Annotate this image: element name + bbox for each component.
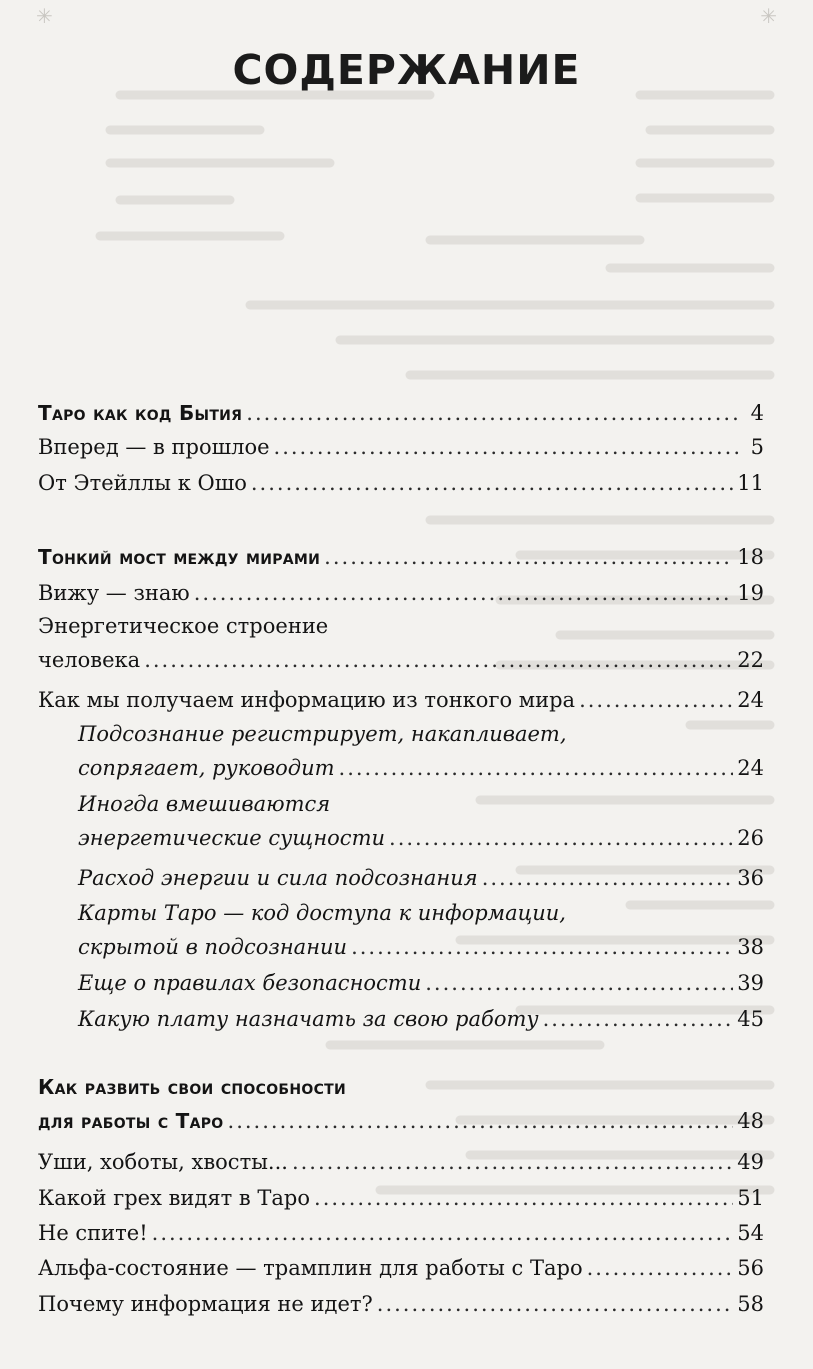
- toc-entry-title-line: Подсознание регистрирует, накапливает,: [78, 722, 567, 746]
- toc-entry-title: скрытой в подсознании: [78, 935, 348, 959]
- toc-entry-title: Не спите!: [38, 1221, 148, 1245]
- toc-subentry[interactable]: [78, 861, 764, 895]
- toc-entry-title: Почему информация не идет?: [38, 1292, 373, 1316]
- toc-page-number: 58: [737, 1292, 764, 1316]
- toc-chapter-title: Тонкий мост между мирами: [38, 545, 321, 569]
- toc-entry-title-line: Карты Таро — код доступа к информации,: [78, 901, 566, 925]
- toc-entry[interactable]: [38, 430, 764, 464]
- page-title: СОДЕРЖАНИЕ: [232, 46, 581, 94]
- toc-entry[interactable]: [38, 1287, 764, 1321]
- corner-ornament-right-icon: ✳: [760, 4, 777, 28]
- toc-entry[interactable]: [38, 683, 764, 717]
- toc-entry[interactable]: [38, 1251, 764, 1285]
- toc-entry-title-line: Иногда вмешиваются: [78, 792, 331, 816]
- toc-entry-title: Вперед — в прошлое: [38, 435, 270, 459]
- toc-subentry[interactable]: [78, 966, 764, 1000]
- toc-page-number: 45: [737, 1007, 764, 1031]
- toc-chapter-2[interactable]: [38, 540, 764, 574]
- toc-entry-title: человека: [38, 648, 141, 672]
- dot-leader: [324, 540, 733, 574]
- toc-chapter-title: Таро как код Бытия: [38, 401, 243, 425]
- toc-page-number: 38: [737, 935, 764, 959]
- dot-leader: [377, 1287, 734, 1321]
- toc-entry[interactable]: [38, 1181, 764, 1215]
- toc-entry[interactable]: [38, 1216, 764, 1250]
- toc-subentry[interactable]: [78, 717, 764, 785]
- dot-leader: [579, 683, 733, 717]
- toc-page-number: 51: [737, 1186, 764, 1210]
- toc-page-number: 49: [737, 1150, 764, 1174]
- dot-leader: [351, 930, 733, 964]
- toc-subentry[interactable]: [78, 1002, 764, 1036]
- toc-entry-title: От Этейллы к Ошо: [38, 471, 247, 495]
- toc-page-number: 39: [737, 971, 764, 995]
- toc-page-number: 24: [737, 756, 764, 780]
- toc-page-number: 54: [737, 1221, 764, 1245]
- toc-chapter-title-line: Как развить свои способности: [38, 1075, 347, 1099]
- toc-subentry[interactable]: [78, 896, 764, 964]
- toc-page-number: 19: [737, 581, 764, 605]
- toc-page-number: 24: [737, 688, 764, 712]
- toc-page-number: 5: [750, 435, 764, 459]
- toc-entry-title: Какой грех видят в Таро: [38, 1186, 311, 1210]
- toc-entry-title: энергетические сущности: [78, 826, 386, 850]
- toc-chapter-3[interactable]: [38, 1070, 764, 1138]
- toc-entry-title: Альфа-состояние — трамплин для работы с Таро: [38, 1256, 583, 1280]
- toc-page-number: 56: [737, 1256, 764, 1280]
- toc-entry-title: Какую плату назначать за свою работу: [78, 1007, 539, 1031]
- toc-entry-title: сопрягает, руководит: [78, 756, 335, 780]
- toc-page-number: 18: [737, 545, 764, 569]
- dot-leader: [292, 1145, 733, 1179]
- toc-entry-title: Уши, хоботы, хвосты...: [38, 1150, 288, 1174]
- toc-page-number: 22: [737, 648, 764, 672]
- toc-entry[interactable]: [38, 1145, 764, 1179]
- toc-entry-title: Расход энергии и сила подсознания: [78, 866, 478, 890]
- dot-leader: [425, 966, 733, 1000]
- toc-chapter-title: для работы с Таро: [38, 1109, 224, 1133]
- dot-leader: [246, 396, 740, 430]
- toc-entry-title: Как мы получаем информацию из тонкого мира: [38, 688, 576, 712]
- dot-leader: [228, 1104, 734, 1138]
- dot-leader: [482, 861, 734, 895]
- toc-entry-title: Вижу — знаю: [38, 581, 190, 605]
- toc-entry[interactable]: [38, 466, 764, 500]
- toc-page-number: 48: [737, 1109, 764, 1133]
- toc-page-number: 26: [737, 826, 764, 850]
- toc-subentry[interactable]: [78, 787, 764, 855]
- toc-entry-title: Еще о правилах безопасности: [78, 971, 422, 995]
- dot-leader: [274, 430, 740, 464]
- dot-leader: [389, 821, 733, 855]
- toc-chapter-1[interactable]: [38, 396, 764, 430]
- corner-ornament-left-icon: ✳: [36, 4, 53, 28]
- toc-page-number: 11: [737, 471, 764, 495]
- dot-leader: [194, 576, 734, 610]
- toc-entry[interactable]: [38, 609, 764, 677]
- toc-entry-title-line: Энергетическое строение: [38, 614, 329, 638]
- dot-leader: [251, 466, 733, 500]
- dot-leader: [587, 1251, 734, 1285]
- dot-leader: [339, 751, 734, 785]
- dot-leader: [152, 1216, 734, 1250]
- toc-entry[interactable]: [38, 576, 764, 610]
- toc-page-number: 4: [750, 401, 764, 425]
- dot-leader: [144, 643, 733, 677]
- toc-page-number: 36: [737, 866, 764, 890]
- dot-leader: [543, 1002, 734, 1036]
- dot-leader: [314, 1181, 733, 1215]
